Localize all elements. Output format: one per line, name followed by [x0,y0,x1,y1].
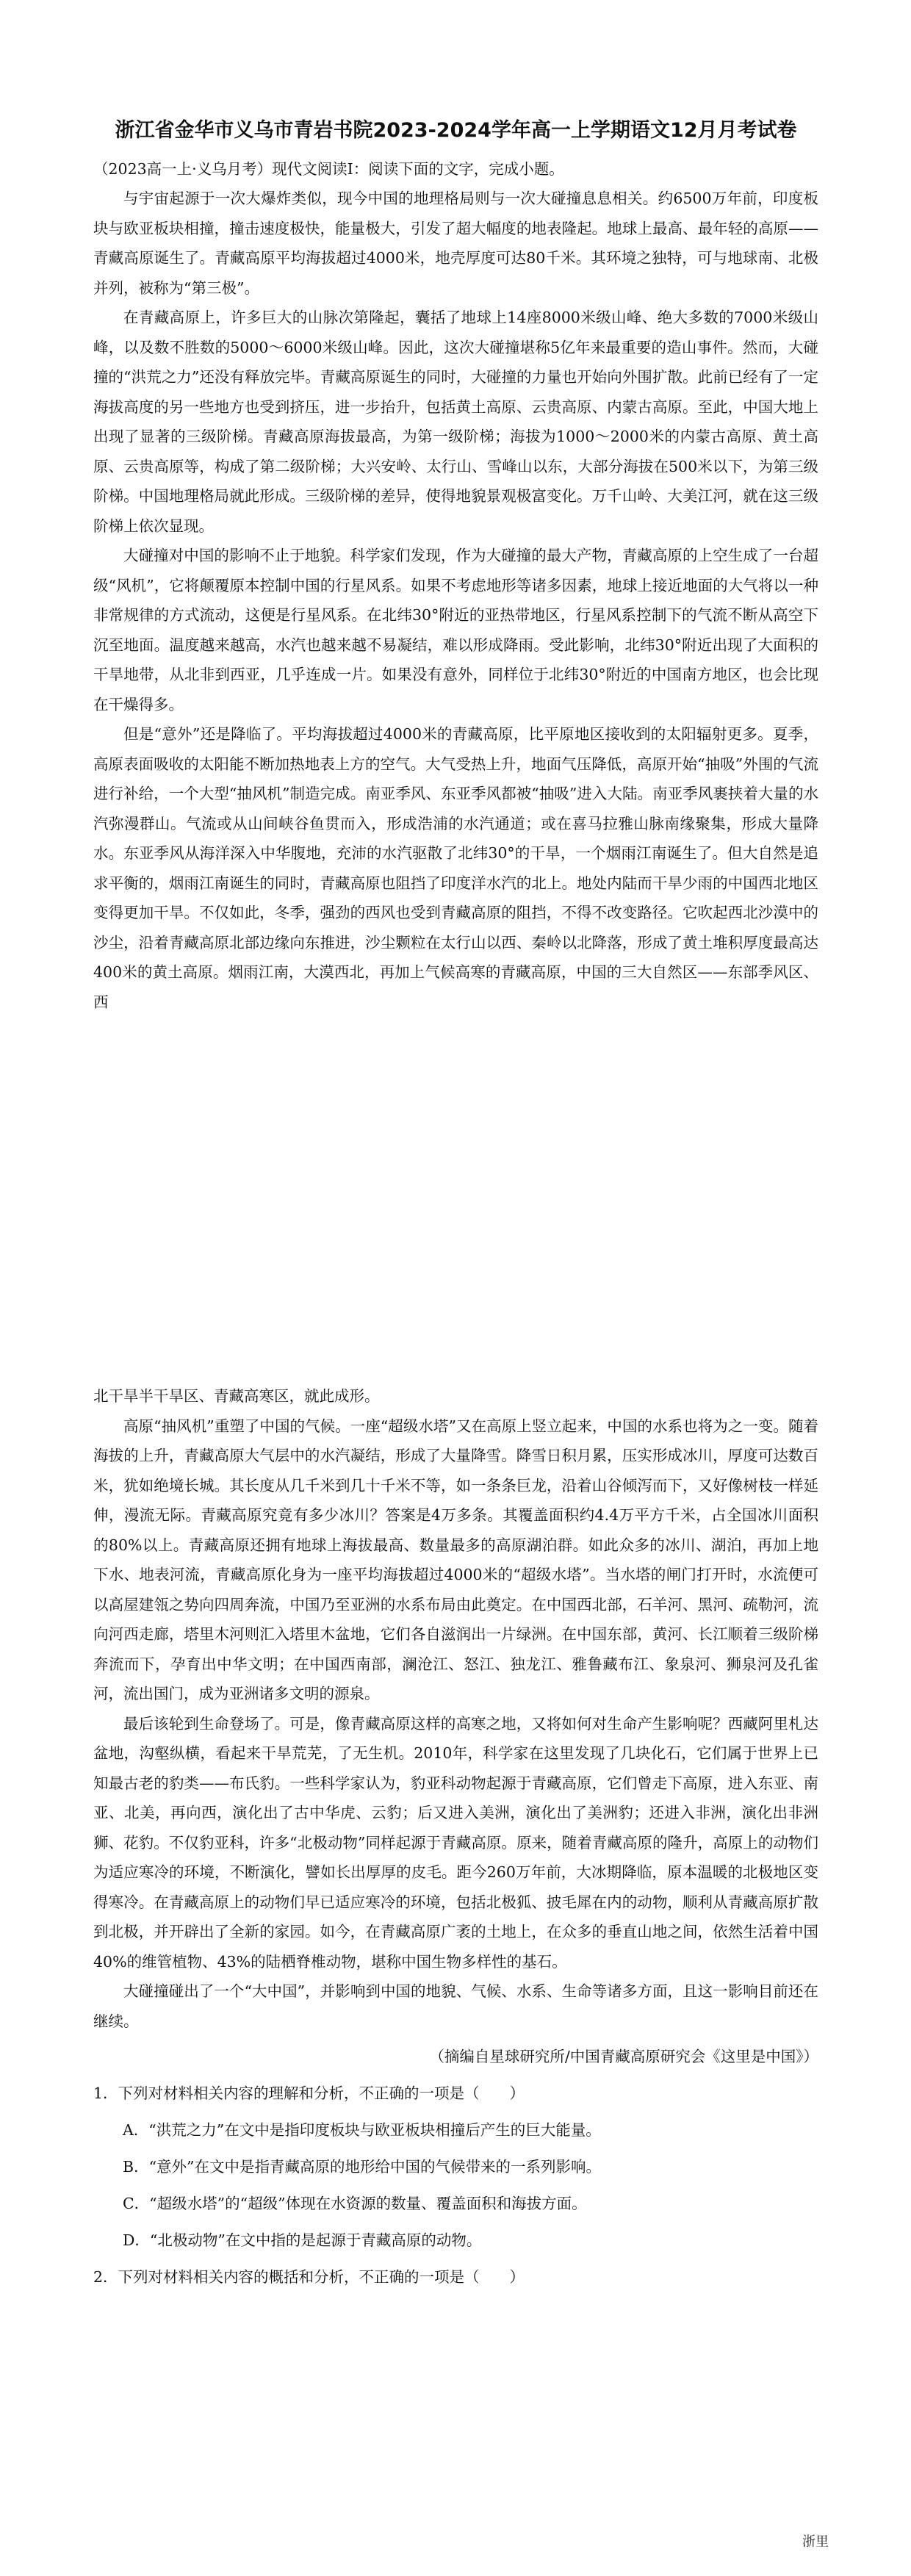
option-c: C．“超级水塔”的“超级”体现在水资源的数量、覆盖面积和海拔方面。 [123,2195,587,2212]
paragraph: 大碰撞碰出了一个“大中国”，并影响到中国的地貌、气候、水系、生命等诸多方面，且这一影响目前还在继续。 [93,1982,818,2030]
section-intro: （2023高一上·义乌月考）现代文阅读Ⅰ：阅读下面的文字，完成小题。 [93,160,564,178]
paragraph: 大碰撞对中国的影响不止于地貌。科学家们发现，作为大碰撞的最大产物，青藏高原的上空生成了一台超级“风机”，它将颠覆原本控制中国的行星风系。如果不考虑地形等诸多因素，地球上接近地面的大气将以一种非常规律的方式流动，这便是行星风系。在北纬30°附近的亚热带地区，行星风系控制下的气流不断从高空下沉至地面。温度越来越高，水汽也越来越不易凝结，难以形成降雨。受此影响，北纬30°附近出现了大面积的干旱地带，从北非到西亚，几乎连成一片。如果没有意外，同样位于北纬30°附近的中国南方地区，也会比现在干燥得多。 [93,547,818,713]
exam-title: 浙江省金华市义乌市青岩书院2023-2024学年高一上学期语文12月月考试卷 [115,119,797,142]
source-citation: （摘编自星球研究所/中国青藏高原研究会《这里是中国》） [429,2048,818,2065]
paragraph: 高原“抽风机”重塑了中国的气候。一座“超级水塔”又在高原上竖立起来，中国的水系也将为之一变。随着海拔的上升，青藏高原大气层中的水汽凝结，形成了大量降雪。降雪日积月累，压实形成冰川，厚度可达数百米，犹如绝境长城。其长度从几千米到几十千米不等，如一条条巨龙，沿着山谷倾泻而下，又好像树枝一样延伸，漫流无际。青藏高原究竟有多少冰川？答案是4万多条。其覆盖面积约4.4万平方千米，占全国冰川面积的80%以上。青藏高原还拥有地球上海拔最高、数量最多的高原湖泊群。如此众多的冰川、湖泊，再加上地下水、地表河流，青藏高原化身为一座平均海拔超过4000米的“超级水塔”。当水塔的闸门打开时，水流便可以高屋建瓴之势向四周奔流，中国乃至亚洲的水系布局由此奠定。在中国西北部，石羊河、黑河、疏勒河，流向河西走廊，塔里木河则汇入塔里木盆地，它们各自滋润出一片绿洲。在中国东部，黄河、长江顺着三级阶梯奔流而下，孕育出中华文明；在中国西南部，澜沧江、怒江、独龙江、雅鲁藏布江、象泉河、狮泉河及孔雀河，流出国门，成为亚洲诸多文明的源泉。 [93,1417,818,1702]
footer-watermark: 浙里 [802,2534,829,2550]
question-1 [93,2079,818,2255]
reading-section-bottom [93,1381,818,2292]
paragraph: 在青藏高原上，许多巨大的山脉次第隆起，囊括了地球上14座8000米级山峰、绝大多数的7000米级山峰，以及数不胜数的5000～6000米级山峰。因此，这次大碰撞堪称5亿年来最重要的造山事件。然而，大碰撞的“洪荒之力”还没有释放完毕。青藏高原诞生的同时，大碰撞的力量也开始向外围扩散。此前已经有了一定海拔高度的另一些地方也受到挤压，进一步抬升，包括黄土高原、云贵高原、内蒙古高原。至此，中国大地上出现了显著的三级阶梯。青藏高原海拔最高，为第一级阶梯；海拔为1000～2000米的内蒙古高原、黄土高原、云贵高原等，构成了第二级阶梯；大兴安岭、太行山、雪峰山以东，大部分海拔在500米以下，为第三级阶梯。中国地理格局就此形成。三级阶梯的差异，使得地貌景观极富变化。万千山岭、大美江河，就在这三级阶梯上依次显现。 [93,309,818,535]
paragraph: 但是“意外”还是降临了。平均海拔超过4000米的青藏高原，比平原地区接收到的太阳辐射更多。夏季，高原表面吸收的太阳能不断加热地表上方的空气。大气受热上升，地面气压降低，高原开始“抽吸”外围的气流进行补给，一个大型“抽风机”制造完成。南亚季风、东亚季风都被“抽吸”进入大陆。南亚季风裹挟着大量的水汽弥漫群山。气流或从山间峡谷鱼贯而入，形成浩浦的水汽通道；或在喜马拉雅山脉南缘聚集，形成大量降水。东亚季风从海洋深入中华腹地，充沛的水汽驱散了北纬30°的干旱，一个烟雨江南诞生了。但大自然是追求平衡的，烟雨江南诞生的同时，青藏高原也阻挡了印度洋水汽的北上。地处内陆而干旱少雨的中国西北地区变得更加干旱。不仅如此，冬季，强劲的西风也受到青藏高原的阻挡，不得不改变路径。它吹起西北沙漠中的沙尘，沿着青藏高原北部边缘向东推进，沙尘颗粒在太行山以西、秦岭以北降落，形成了黄土堆积厚度最高达400米的黄土高原。烟雨江南，大漠西北，再加上气候高寒的青藏高原，中国的三大自然区——东部季风区、西 [93,725,818,1011]
paragraph: 最后该轮到生命登场了。可是，像青藏高原这样的高寒之地，又将如何对生命产生影响呢？西藏阿里札达盆地，沟壑纵横，看起来干旱荒芜，了无生机。2010年，科学家在这里发现了几块化石，它们属于世界上已知最古老的豹类——布氏豹。一些科学家认为，豹亚科动物起源于青藏高原，它们曾走下高原，进入东亚、南亚、北美，再向西，演化出了古中华虎、云豹；后又进入美洲，演化出了美洲豹；还进入非洲，演化出非洲狮、花豹。不仅豹亚科，许多“北极动物”同样起源于青藏高原。原来，随着青藏高原的隆升，高原上的动物们为适应寒冷的环境，不断演化，譬如长出厚厚的皮毛。距今260万年前，大冰期降临，原本温暖的北极地区变得寒冷。在青藏高原上的动物们早已适应寒冷的环境，包括北极狐、披毛犀在内的动物，顺利从青藏高原扩散到北极，并开辟出了全新的家园。如今，在青藏高原广袤的土地上，在众多的垂直山地之间，依然生活着中国40%的维管植物、43%的陆栖脊椎动物，堪称中国生物多样性的基石。 [93,1714,818,1971]
reading-section-top [93,116,818,1017]
question-2 [93,2262,818,2292]
option-a: A．“洪荒之力”在文中是指印度板块与欧亚板块相撞后产生的巨大能量。 [123,2121,601,2139]
paragraph-continued: 北干旱半干旱区、青藏高寒区，就此成形。 [93,1387,380,1405]
paragraph: 与宇宙起源于一次大爆炸类似，现今中国的地理格局则与一次大碰撞息息相关。约6500万年前，印度板块与欧亚板块相撞，撞击速度极快，能量极大，引发了超大幅度的地表隆起。地球上最高、最年轻的高原——青藏高原诞生了。青藏高原平均海拔超过4000米，地壳厚度可达80千米。其环境之独特，可与地球南、北极并列，被称为“第三极”。 [93,190,818,297]
option-b: B．“意外”在文中是指青藏高原的地形给中国的气候带来的一系列影响。 [123,2158,602,2176]
question-stem: 2．下列对材料相关内容的概括和分析，不正确的一项是（ ） [93,2268,525,2286]
option-d: D．“北极动物”在文中指的是起源于青藏高原的动物。 [123,2231,482,2249]
question-stem: 1．下列对材料相关内容的理解和分析，不正确的一项是（ ） [93,2084,525,2102]
